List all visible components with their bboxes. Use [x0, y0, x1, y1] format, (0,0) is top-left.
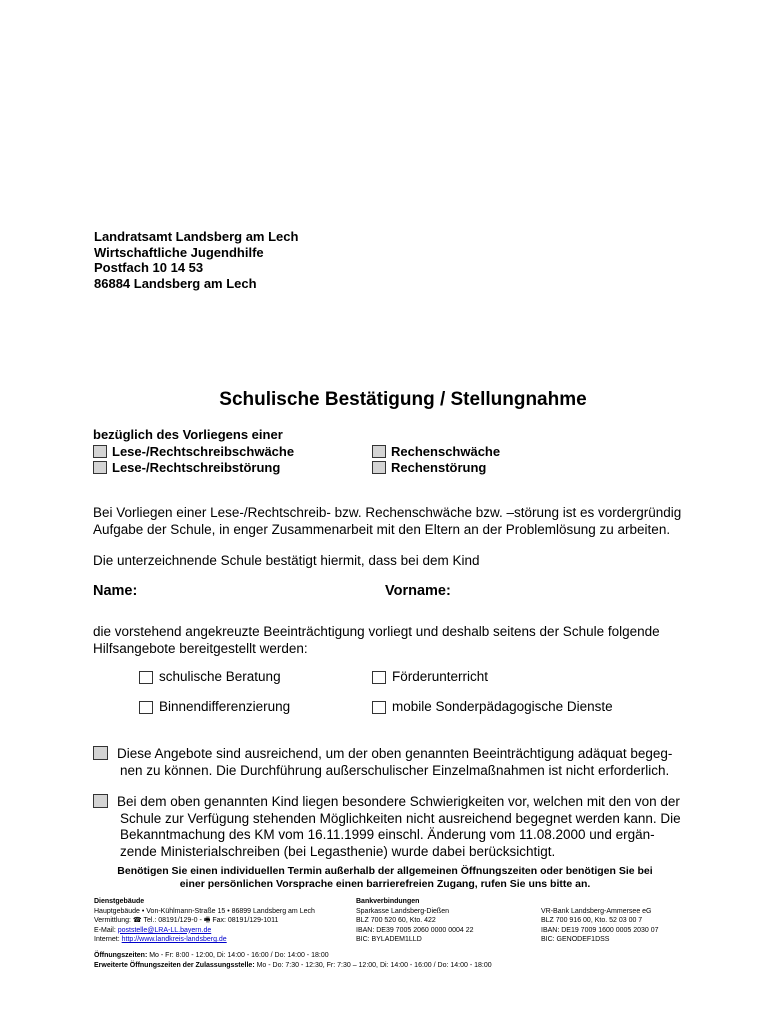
statement-line: nen zu können. Die Durchführung außerschulischer Einzelmaßnahmen ist nicht erforderlich. [120, 762, 670, 778]
statement-line: zende Ministerialschreiben (bei Legasthenie) wurde dabei berücksichtigt. [120, 843, 556, 859]
statement-line: Schule zur Verfügung stehenden Möglichkeiten nicht ausreichend begegnet werden kann. Die [120, 810, 681, 826]
condition-rechenschwaeche[interactable] [372, 444, 500, 459]
footer-line: BIC: GENODEF1DSS [541, 936, 610, 943]
offer-msd[interactable] [372, 699, 613, 716]
footer-label: E-Mail: [94, 926, 118, 934]
footer-heading: Bankverbindungen [356, 898, 420, 905]
confirm-sentence: Die unterzeichnende Schule bestätigt hiermit, dass bei dem Kind [93, 553, 480, 568]
condition-lrs-schwaeche[interactable] [93, 444, 294, 459]
offer-foerderunterricht[interactable] [372, 669, 488, 686]
note-line: Benötigen Sie einen individuellen Termin außerhalb der allgemeinen Öffnungszeiten oder benötigen Sie bei [117, 865, 653, 877]
checkbox[interactable] [93, 794, 108, 808]
appointment-note [0, 865, 770, 891]
checkbox[interactable] [372, 701, 386, 714]
page-title: Schulische Bestätigung / Stellungnahme [219, 389, 587, 410]
checkbox[interactable] [139, 701, 153, 714]
checkbox[interactable] [372, 671, 386, 684]
firstname-label: Vorname: [385, 583, 451, 599]
footer-line: BLZ 700 916 00, Kto. 52 03 00 7 [541, 917, 643, 924]
paragraph-line: Bei Vorliegen einer Lese-/Rechtschreib- bzw. Rechenschwäche bzw. –störung ist es vordergründig [93, 505, 682, 520]
footer-line: IBAN: DE19 7009 1600 0005 2030 07 [541, 926, 659, 934]
checkbox-label: Rechenstörung [391, 460, 487, 475]
condition-lrs-stoerung[interactable] [93, 460, 280, 475]
checkbox[interactable] [93, 746, 108, 760]
footer-label: Erweiterte Öffnungszeiten der Zulassungsstelle: [94, 961, 255, 969]
recipient-line: Wirtschaftliche Jugendhilfe [94, 244, 264, 260]
statement-line: Bei dem oben genannten Kind liegen besondere Schwierigkeiten vor, welchen mit den von der [117, 794, 680, 809]
condition-rechenstoerung[interactable] [372, 460, 486, 475]
footer-label: Öffnungszeiten: [94, 952, 148, 959]
checkbox[interactable] [372, 445, 386, 458]
footer-line: IBAN: DE39 7005 2060 0000 0004 22 [356, 926, 474, 934]
statement-line: Diese Angebote sind ausreichend, um der oben genannten Beeinträchtigung adäquat begeg- [117, 746, 673, 761]
offers-paragraph [93, 624, 660, 657]
footer-bank-sparkasse [356, 897, 474, 945]
email-link[interactable]: poststelle@LRA-LL.bayern.de [117, 926, 212, 934]
statement-sufficient [117, 746, 672, 779]
paragraph-line: die vorstehend angekreuzte Beeinträchtigung vorliegt und deshalb seitens der Schule folgende [93, 624, 660, 639]
statement-difficulties-checkbox-wrap[interactable] [93, 794, 108, 813]
note-line: einer persönlichen Vorsprache einen barrierefreien Zugang, rufen Sie uns bitte an. [179, 878, 591, 890]
checkbox-label: schulische Beratung [159, 669, 281, 684]
footer-line: Vermittlung: ☎ Tel.: 08191/129-0 - 🖷 Fax: 08191/129-1011 [94, 917, 279, 924]
footer-line: BLZ 700 520 60, Kto. 422 [356, 917, 436, 924]
checkbox-label: Lese-/Rechtschreibstörung [112, 460, 281, 475]
footer-line: Mo - Fr: 8:00 - 12:00, Di: 14:00 - 16:00 / Do: 14:00 - 18:00 [147, 952, 329, 959]
footer-heading: Dienstgebäude [94, 898, 145, 905]
checkbox[interactable] [139, 671, 153, 684]
footer-line: BIC: BYLADEM1LLD [356, 936, 422, 943]
statement-line: Bekanntmachung des KM vom 16.11.1999 einschl. Änderung vom 11.08.2000 und ergän- [120, 827, 655, 842]
footer-line: Sparkasse Landsberg-Dießen [356, 907, 449, 915]
intro-paragraph [93, 505, 681, 538]
checkbox-label: Binnendifferenzierung [159, 699, 291, 714]
footer-building [94, 897, 315, 945]
checkbox-label: mobile Sonderpädagogische Dienste [392, 699, 613, 714]
paragraph-line: Aufgabe der Schule, in enger Zusammenarbeit mit den Eltern an der Problemlösung zu arbeiten. [93, 521, 671, 537]
offer-binnendifferenzierung[interactable] [139, 699, 290, 716]
paragraph-line: Hilfsangebote bereitgestellt werden: [93, 640, 308, 656]
checkbox-label: Lese-/Rechtschreibschwäche [112, 444, 295, 459]
checkbox[interactable] [93, 445, 107, 458]
offer-schulische-beratung[interactable] [139, 669, 281, 686]
footer-label: Internet: [94, 936, 122, 943]
checkbox-label: Rechenschwäche [391, 444, 501, 459]
website-link[interactable]: http://www.landkreis-landsberg.de [121, 936, 227, 943]
footer-line: Mo - Do: 7:30 - 12:30, Fr: 7:30 – 12:00, Di: 14:00 - 16:00 / Do: 14:00 - 18:00 [254, 961, 492, 969]
recipient-line: 86884 Landsberg am Lech [94, 275, 257, 291]
name-label: Name: [93, 583, 138, 599]
statement-difficulties [117, 794, 681, 860]
recipient-line: Postfach 10 14 53 [94, 260, 204, 275]
checkbox-label: Förderunterricht [392, 669, 489, 684]
checkbox[interactable] [93, 461, 107, 474]
footer-line: Hauptgebäude • Von-Kühlmann-Straße 15 • 86899 Landsberg am Lech [94, 907, 315, 915]
recipient-address [94, 229, 298, 291]
checkbox[interactable] [372, 461, 386, 474]
statement-sufficient-checkbox-wrap[interactable] [93, 746, 108, 765]
footer-line: VR-Bank Landsberg-Ammersee eG [541, 907, 652, 915]
footer-bank-vr [541, 907, 659, 945]
footer-hours [94, 951, 492, 970]
regarding-label: bezüglich des Vorliegens einer [93, 427, 283, 442]
recipient-line: Landratsamt Landsberg am Lech [94, 229, 299, 244]
